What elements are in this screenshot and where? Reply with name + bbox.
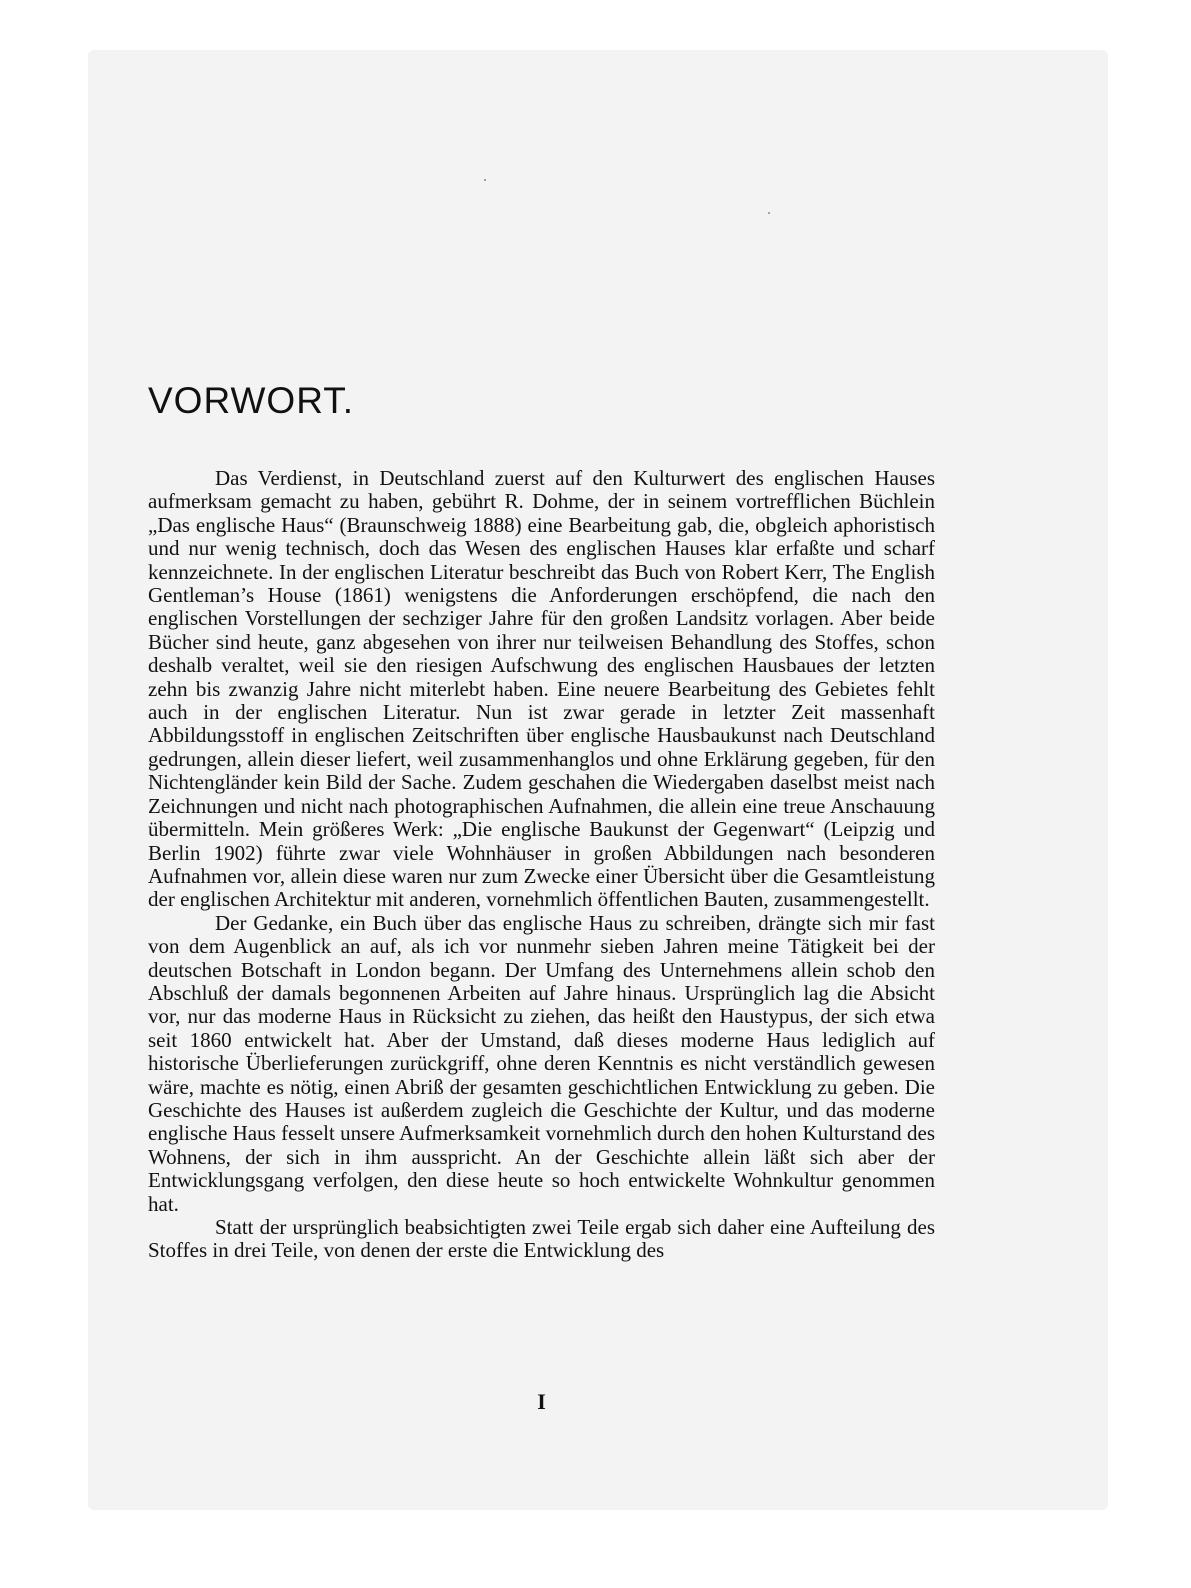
- paragraph: Statt der ursprünglich beabsichtigten zwei Teile ergab sich daher eine Aufteilung des Stoffes in drei Teile, von denen der erste die Entwicklung des: [148, 1215, 935, 1263]
- scan-speck: [484, 179, 486, 181]
- page-title: VORWORT.: [148, 380, 355, 421]
- body-text: [148, 467, 935, 1263]
- page-number: I: [537, 1389, 546, 1414]
- scan-speck: [768, 212, 770, 214]
- paragraph: Das Verdienst, in Deutschland zuerst auf den Kulturwert des englischen Hauses aufmerksam gemacht zu haben, gebührt R. Dohme, der in seinem vortrefflichen Büchlein „Das englische Haus“ (Braunschweig 1888) eine Bearbeitung gab, die, obgleich aphoristisch und nur wenig technisch, doch das Wesen des englischen Hauses klar erfaßte und scharf kennzeichnete. In der englischen Literatur beschreibt das Buch von Robert Kerr, The English Gentleman’s House (1861) wenigstens die Anforderungen erschöpfend, die nach den englischen Vorstellungen der sechziger Jahre für den großen Landsitz vorlagen. Aber beide Bücher sind heute, ganz abgesehen von ihrer nur teilweisen Behandlung des Stoffes, schon deshalb veraltet, weil sie den riesigen Aufschwung des englischen Hausbaues der letzten zehn bis zwanzig Jahre nicht miterlebt haben. Eine neuere Bearbeitung des Gebietes fehlt auch in der englischen Literatur. Nun ist zwar gerade in letzter Zeit massenhaft Abbildungsstoff in englischen Zeitschriften über englische Hausbaukunst nach Deutschland gedrungen, allein dieser liefert, weil zusammenhanglos und ohne Erklärung gegeben, für den Nichtengländer kein Bild der Sache. Zudem geschahen die Wiedergaben daselbst meist nach Zeichnungen und nicht nach photographischen Aufnahmen, die allein eine treue Anschauung übermitteln. Mein größeres Werk: „Die englische Baukunst der Gegenwart“ (Leipzig und Berlin 1902) führte zwar viele Wohnhäuser in großen Abbildungen nach besonderen Aufnahmen vor, allein diese waren nur zum Zwecke einer Übersicht über die Gesamtleistung der englischen Architektur mit anderen, vornehmlich öffentlichen Bauten, zusammengestellt.: [148, 466, 935, 912]
- paragraph: Der Gedanke, ein Buch über das englische Haus zu schreiben, drängte sich mir fast von dem Augenblick an auf, als ich vor nunmehr sieben Jahren meine Tätigkeit bei der deutschen Botschaft in London begann. Der Umfang des Unternehmens allein schob den Abschluß der damals begonnenen Arbeiten auf Jahre hinaus. Ursprünglich lag die Absicht vor, nur das moderne Haus in Rücksicht zu ziehen, das heißt den Haustypus, der sich etwa seit 1860 entwickelt hat. Aber der Umstand, daß dieses moderne Haus lediglich auf historische Überlieferungen zurückgriff, ohne deren Kenntnis es nicht verständlich gewesen wäre, machte es nötig, einen Abriß der gesamten geschichtlichen Entwicklung zu geben. Die Geschichte des Hauses ist außerdem zugleich die Geschichte der Kultur, und das moderne englische Haus fesselt unsere Aufmerksamkeit vornehmlich durch den hohen Kulturstand des Wohnens, der sich in ihm ausspricht. An der Geschichte allein läßt sich aber der Entwicklungsgang verfolgen, den diese heute so hoch entwickelte Wohnkultur genommen hat.: [148, 910, 935, 1216]
